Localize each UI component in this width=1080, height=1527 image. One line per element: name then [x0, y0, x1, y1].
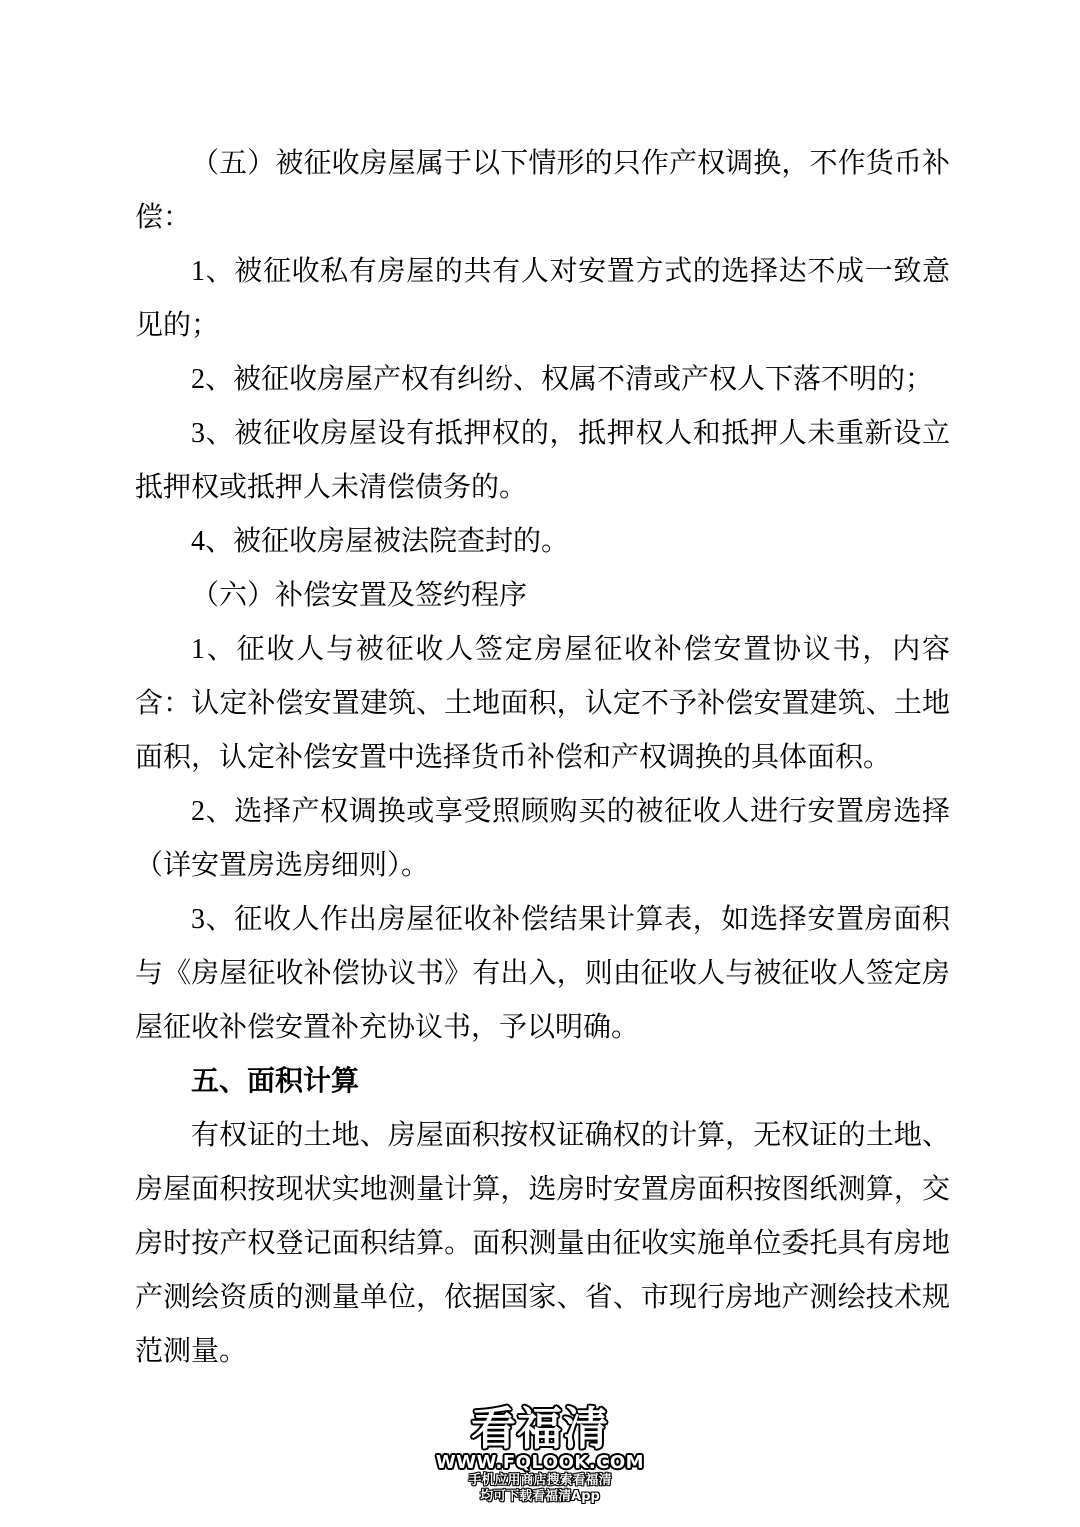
watermark-url: WWW.FQLOOK.COM — [435, 1452, 645, 1473]
paragraph-area-calculation-body: 有权证的土地、房屋面积按权证确权的计算，无权证的土地、房屋面积按现状实地测量计算，选房时安置房面积按图纸测算，交房时按产权登记面积结算。面积测量由征收实施单位委托具有房地产测绘资质的测量单位，依据国家、省、市现行房地产测绘技术规范测量。 — [135, 1120, 950, 1367]
document-body — [135, 137, 950, 1379]
paragraph-section-6-item-2: 2、选择产权调换或享受照顾购买的被征收人进行安置房选择（详安置房选房细则）。 — [135, 796, 950, 881]
watermark — [0, 1404, 1080, 1505]
paragraph-section-6-item-3: 3、征收人作出房屋征收补偿结果计算表，如选择安置房面积与《房屋征收补偿协议书》有出入，则由征收人与被征收人签定房屋征收补偿安置补充协议书，予以明确。 — [135, 904, 950, 1043]
watermark-caption-line2: 均可下载看福清App — [480, 1489, 600, 1504]
paragraph-item-3: 3、被征收房屋设有抵押权的，抵押权人和抵押人未重新设立抵押权或抵押人未清偿债务的。 — [135, 418, 950, 503]
paragraph-section-6-title: （六）补偿安置及签约程序 — [191, 580, 528, 611]
paragraph-section-5-intro: （五）被征收房屋属于以下情形的只作产权调换，不作货币补偿： — [135, 148, 950, 233]
heading-area-calculation: 五、面积计算 — [191, 1066, 360, 1097]
watermark-logo-text: 看福清 — [470, 1402, 609, 1455]
paragraph-item-2: 2、被征收房屋产权有纠纷、权属不清或产权人下落不明的； — [191, 364, 934, 395]
paragraph-item-1: 1、被征收私有房屋的共有人对安置方式的选择达不成一致意见的； — [135, 256, 950, 341]
paragraph-item-4: 4、被征收房屋被法院查封的。 — [191, 526, 570, 557]
paragraph-section-6-item-1: 1、征收人与被征收人签定房屋征收补偿安置协议书，内容含：认定补偿安置建筑、土地面积，认定不予补偿安置建筑、土地面积，认定补偿安置中选择货币补偿和产权调换的具体面积。 — [135, 634, 950, 773]
watermark-caption-line1: 手机应用商店搜索看福清 — [468, 1473, 612, 1488]
